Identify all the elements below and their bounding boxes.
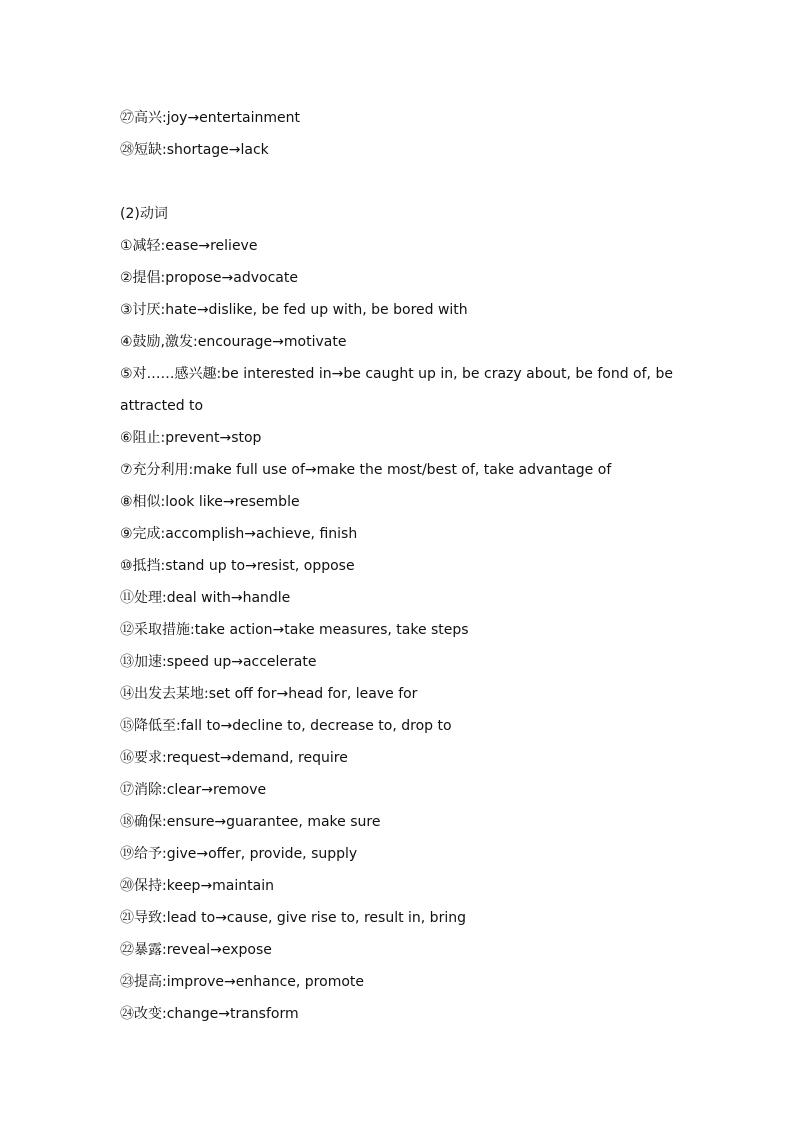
verb-item-21: ㉑导致:lead to→cause, give rise to, result in, bring	[120, 910, 466, 926]
verb-item-2: ②提倡:propose→advocate	[120, 270, 298, 286]
document-page	[120, 108, 690, 1036]
verb-item-6: ⑥阻止:prevent→stop	[120, 430, 262, 446]
verb-item-11: ⑪处理:deal with→handle	[120, 590, 291, 606]
verb-item-18: ⑱确保:ensure→guarantee, make sure	[120, 814, 381, 830]
verb-item-9: ⑨完成:accomplish→achieve, finish	[120, 526, 358, 542]
verb-item-8: ⑧相似:look like→resemble	[120, 494, 300, 510]
verb-item-7: ⑦充分利用:make full use of→make the most/best of, take advantage of	[120, 462, 612, 478]
verb-item-13: ⑬加速:speed up→accelerate	[120, 654, 317, 670]
verb-item-22: ㉒暴露:reveal→expose	[120, 942, 272, 958]
verb-item-16: ⑯要求:request→demand, require	[120, 750, 348, 766]
verb-item-19: ⑲给予:give→offer, provide, supply	[120, 846, 358, 862]
verb-item-1: ①减轻:ease→relieve	[120, 238, 258, 254]
verb-item-15: ⑮降低至:fall to→decline to, decrease to, drop to	[120, 718, 452, 734]
verb-item-3: ③讨厌:hate→dislike, be fed up with, be bored with	[120, 302, 468, 318]
verb-item-5: ⑤对……感兴趣:be interested in→be caught up in, be crazy about, be fond of, be attracted to	[120, 366, 673, 414]
vocab-item-28: ㉘短缺:shortage→lack	[120, 142, 269, 158]
verb-item-14: ⑭出发去某地:set off for→head for, leave for	[120, 686, 418, 702]
section-spacer	[120, 172, 690, 204]
verb-item-4: ④鼓励,激发:encourage→motivate	[120, 334, 347, 350]
verb-item-17: ⑰消除:clear→remove	[120, 782, 267, 798]
section-heading-verbs: (2)动词	[120, 206, 168, 222]
verb-item-10: ⑩抵挡:stand up to→resist, oppose	[120, 558, 355, 574]
verb-item-23: ㉓提高:improve→enhance, promote	[120, 974, 365, 990]
vocab-item-27: ㉗高兴:joy→entertainment	[120, 110, 300, 126]
verb-item-24: ㉔改变:change→transform	[120, 1006, 299, 1022]
verb-item-20: ⑳保持:keep→maintain	[120, 878, 274, 894]
verb-item-12: ⑫采取措施:take action→take measures, take steps	[120, 622, 469, 638]
